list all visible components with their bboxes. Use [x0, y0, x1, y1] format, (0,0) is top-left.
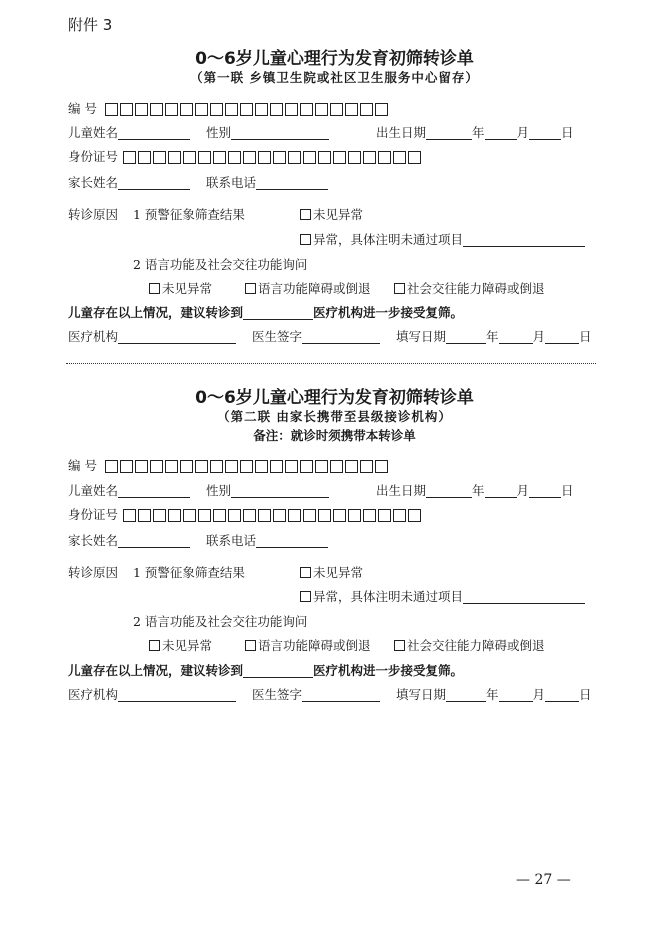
id-number-label: 身份证号	[68, 149, 119, 164]
digit-box[interactable]	[315, 103, 328, 116]
digit-box[interactable]	[213, 509, 226, 522]
month-label: 月	[532, 687, 546, 702]
digit-box[interactable]	[288, 509, 301, 522]
referral-reason-label: 转诊原因	[68, 207, 119, 222]
digit-box[interactable]	[120, 103, 133, 116]
digit-box[interactable]	[105, 103, 118, 116]
language-disorder-option[interactable]	[245, 281, 371, 297]
reason1-label: 1 预警征象筛查结果	[133, 207, 245, 222]
digit-box[interactable]	[285, 460, 298, 473]
number-label: 编 号	[68, 458, 97, 473]
digit-box[interactable]	[408, 509, 421, 522]
digit-box[interactable]	[123, 509, 136, 522]
digit-box[interactable]	[363, 151, 376, 164]
gender-field[interactable]	[231, 126, 329, 140]
child-name-label: 儿童姓名	[68, 483, 119, 498]
medical-institution-field[interactable]	[118, 330, 236, 344]
parent-row	[68, 533, 328, 549]
checkbox[interactable]	[300, 567, 311, 578]
checkbox[interactable]	[394, 640, 405, 651]
digit-box[interactable]	[225, 460, 238, 473]
digit-box[interactable]	[198, 151, 211, 164]
digit-box[interactable]	[303, 509, 316, 522]
fill-day-field[interactable]	[545, 688, 579, 702]
digit-box[interactable]	[240, 460, 253, 473]
digit-box[interactable]	[150, 103, 163, 116]
option-label: 未见异常	[313, 207, 364, 222]
digit-box[interactable]	[315, 460, 328, 473]
digit-box[interactable]	[333, 509, 346, 522]
digit-box[interactable]	[135, 103, 148, 116]
doctor-signature-label: 医生签字	[252, 687, 303, 702]
medical-institution-label: 医疗机构	[68, 687, 119, 702]
fill-month-field[interactable]	[499, 330, 533, 344]
checkbox[interactable]	[149, 283, 160, 294]
gender-label: 性别	[206, 483, 232, 498]
checkbox[interactable]	[245, 640, 256, 651]
birth-date-label: 出生日期	[376, 483, 427, 498]
fill-day-field[interactable]	[545, 330, 579, 344]
digit-box[interactable]	[258, 509, 271, 522]
digit-box[interactable]	[273, 509, 286, 522]
digit-box[interactable]	[210, 460, 223, 473]
checkbox[interactable]	[149, 640, 160, 651]
reason2-label: 2 语言功能及社会交往功能询问	[133, 257, 308, 272]
social-disorder-option[interactable]	[394, 638, 545, 654]
digit-box[interactable]	[393, 151, 406, 164]
copy-subtitle: （第二联 由家长携带至县级接诊机构）	[217, 409, 452, 424]
digit-box[interactable]	[363, 509, 376, 522]
form-title: 0～6岁儿童心理行为发育初筛转诊单	[195, 49, 474, 69]
id-number-boxes[interactable]	[123, 509, 421, 522]
option-label: 社会交往能力障碍或倒退	[407, 281, 545, 296]
birth-day-field[interactable]	[529, 484, 561, 498]
copy-note: 备注：就诊时须携带本转诊单	[253, 428, 416, 443]
reason1-label: 1 预警征象筛查结果	[133, 565, 245, 580]
digit-box[interactable]	[195, 460, 208, 473]
digit-box[interactable]	[348, 509, 361, 522]
year-label: 年	[486, 687, 499, 702]
birth-year-field[interactable]	[426, 126, 472, 140]
digit-box[interactable]	[168, 509, 181, 522]
option-label: 未见异常	[162, 281, 213, 296]
digit-box[interactable]	[135, 460, 148, 473]
digit-box[interactable]	[270, 460, 283, 473]
month-label: 月	[532, 329, 546, 344]
digit-box[interactable]	[150, 460, 163, 473]
day-label: 日	[561, 125, 574, 140]
checkbox[interactable]	[300, 234, 311, 245]
option-label: 异常，具体注明未通过项目	[313, 232, 464, 247]
digit-box[interactable]	[183, 151, 196, 164]
medical-institution-label: 医疗机构	[68, 329, 119, 344]
child-name-label: 儿童姓名	[68, 125, 119, 140]
referral-institution-field[interactable]	[243, 306, 313, 320]
child-name-row	[68, 125, 329, 141]
number-label: 编 号	[68, 101, 97, 116]
day-label: 日	[561, 483, 574, 498]
id-number-boxes[interactable]	[123, 151, 421, 164]
number-row	[68, 458, 388, 474]
phone-field[interactable]	[256, 534, 328, 548]
digit-box[interactable]	[195, 103, 208, 116]
birth-month-field[interactable]	[485, 126, 517, 140]
digit-box[interactable]	[318, 509, 331, 522]
digit-box[interactable]	[105, 460, 118, 473]
month-label: 月	[516, 483, 530, 498]
digit-box[interactable]	[345, 460, 358, 473]
checkbox[interactable]	[394, 283, 405, 294]
digit-box[interactable]	[393, 509, 406, 522]
digit-box[interactable]	[228, 151, 241, 164]
referral-reason-label: 转诊原因	[68, 565, 119, 580]
digit-box[interactable]	[198, 509, 211, 522]
digit-box[interactable]	[348, 151, 361, 164]
digit-box[interactable]	[243, 509, 256, 522]
year-label: 年	[486, 329, 499, 344]
birth-year-field[interactable]	[426, 484, 472, 498]
digit-box[interactable]	[225, 103, 238, 116]
digit-box[interactable]	[180, 460, 193, 473]
fill-date-label: 填写日期	[396, 687, 447, 702]
digit-box[interactable]	[318, 151, 331, 164]
digit-box[interactable]	[375, 460, 388, 473]
digit-box[interactable]	[333, 151, 346, 164]
child-name-field[interactable]	[118, 484, 190, 498]
conclusion-row	[68, 663, 463, 679]
checkbox[interactable]	[245, 283, 256, 294]
conclusion-prefix: 儿童存在以上情况，建议转诊到	[68, 305, 244, 320]
birth-date-group	[376, 125, 574, 141]
option-label: 未见异常	[162, 638, 213, 653]
doctor-signature-field[interactable]	[302, 688, 380, 702]
referral-institution-field[interactable]	[243, 664, 313, 678]
digit-box[interactable]	[300, 103, 313, 116]
digit-box[interactable]	[240, 103, 253, 116]
digit-box[interactable]	[330, 460, 343, 473]
digit-box[interactable]	[288, 151, 301, 164]
digit-box[interactable]	[255, 460, 268, 473]
option-label: 异常，具体注明未通过项目	[313, 589, 464, 604]
digit-box[interactable]	[210, 103, 223, 116]
digit-box[interactable]	[270, 103, 283, 116]
birth-date-label: 出生日期	[376, 125, 427, 140]
abnormal-items-field[interactable]	[463, 590, 585, 604]
language-no-abnormal-option[interactable]	[149, 281, 212, 297]
doctor-signature-field[interactable]	[302, 330, 380, 344]
digit-box[interactable]	[378, 151, 391, 164]
digit-box[interactable]	[360, 460, 373, 473]
child-name-row	[68, 483, 329, 499]
digit-box[interactable]	[180, 103, 193, 116]
parent-name-label: 家长姓名	[68, 175, 119, 190]
digit-box[interactable]	[258, 151, 271, 164]
parent-name-label: 家长姓名	[68, 533, 119, 548]
gender-label: 性别	[206, 125, 232, 140]
digit-box[interactable]	[243, 151, 256, 164]
language-no-abnormal-option[interactable]	[149, 638, 212, 654]
gender-field[interactable]	[231, 484, 329, 498]
copy-subtitle: （第一联 乡镇卫生院或社区卫生服务中心留存）	[190, 70, 479, 85]
parent-name-field[interactable]	[118, 534, 190, 548]
birth-day-field[interactable]	[529, 126, 561, 140]
year-label: 年	[472, 125, 485, 140]
digit-box[interactable]	[153, 509, 166, 522]
abnormal-items-field[interactable]	[463, 233, 585, 247]
digit-box[interactable]	[183, 509, 196, 522]
day-label: 日	[579, 329, 592, 344]
digit-box[interactable]	[123, 151, 136, 164]
month-label: 月	[516, 125, 530, 140]
warning-abnormal-option[interactable]	[300, 589, 585, 605]
fill-year-field[interactable]	[446, 688, 486, 702]
checkbox[interactable]	[300, 209, 311, 220]
digit-box[interactable]	[408, 151, 421, 164]
doctor-signature-label: 医生签字	[252, 329, 303, 344]
social-disorder-option[interactable]	[394, 281, 545, 297]
digit-box[interactable]	[168, 151, 181, 164]
fill-year-field[interactable]	[446, 330, 486, 344]
birth-month-field[interactable]	[485, 484, 517, 498]
child-name-field[interactable]	[118, 126, 190, 140]
digit-box[interactable]	[285, 103, 298, 116]
medical-institution-field[interactable]	[118, 688, 236, 702]
checkbox[interactable]	[300, 591, 311, 602]
digit-box[interactable]	[378, 509, 391, 522]
fill-month-field[interactable]	[499, 688, 533, 702]
reason2-label: 2 语言功能及社会交往功能询问	[133, 614, 308, 629]
form-title: 0～6岁儿童心理行为发育初筛转诊单	[195, 388, 474, 408]
signature-row	[68, 687, 592, 703]
year-label: 年	[472, 483, 485, 498]
phone-field[interactable]	[256, 176, 328, 190]
conclusion-prefix: 儿童存在以上情况，建议转诊到	[68, 663, 244, 678]
digit-box[interactable]	[213, 151, 226, 164]
phone-label: 联系电话	[206, 175, 257, 190]
digit-box[interactable]	[165, 103, 178, 116]
digit-box[interactable]	[138, 151, 151, 164]
digit-box[interactable]	[345, 103, 358, 116]
digit-box[interactable]	[273, 151, 286, 164]
digit-box[interactable]	[255, 103, 268, 116]
option-label: 社会交往能力障碍或倒退	[407, 638, 545, 653]
fill-date-label: 填写日期	[396, 329, 447, 344]
option-label: 语言功能障碍或倒退	[258, 281, 371, 296]
warning-no-abnormal-option[interactable]	[300, 207, 363, 223]
parent-row	[68, 175, 328, 191]
language-disorder-option[interactable]	[245, 638, 371, 654]
id-number-row	[68, 149, 421, 165]
id-number-row	[68, 507, 421, 523]
digit-box[interactable]	[228, 509, 241, 522]
conclusion-suffix: 医疗机构进一步接受复筛。	[313, 663, 464, 678]
day-label: 日	[579, 687, 592, 702]
phone-label: 联系电话	[206, 533, 257, 548]
number-row	[68, 101, 388, 117]
parent-name-field[interactable]	[118, 176, 190, 190]
conclusion-suffix: 医疗机构进一步接受复筛。	[313, 305, 464, 320]
tear-line-divider	[66, 363, 596, 364]
number-boxes[interactable]	[105, 460, 388, 473]
number-boxes[interactable]	[105, 103, 388, 116]
conclusion-row	[68, 305, 463, 321]
birth-date-group	[376, 483, 574, 499]
digit-box[interactable]	[165, 460, 178, 473]
digit-box[interactable]	[303, 151, 316, 164]
warning-abnormal-option[interactable]	[300, 232, 585, 248]
page-number: — 27 —	[516, 872, 571, 888]
warning-no-abnormal-option[interactable]	[300, 565, 363, 581]
signature-row	[68, 329, 592, 345]
option-label: 未见异常	[313, 565, 364, 580]
digit-box[interactable]	[360, 103, 373, 116]
digit-box[interactable]	[375, 103, 388, 116]
digit-box[interactable]	[120, 460, 133, 473]
digit-box[interactable]	[153, 151, 166, 164]
digit-box[interactable]	[300, 460, 313, 473]
digit-box[interactable]	[138, 509, 151, 522]
id-number-label: 身份证号	[68, 507, 119, 522]
option-label: 语言功能障碍或倒退	[258, 638, 371, 653]
digit-box[interactable]	[330, 103, 343, 116]
attachment-label: 附件 3	[68, 16, 113, 34]
